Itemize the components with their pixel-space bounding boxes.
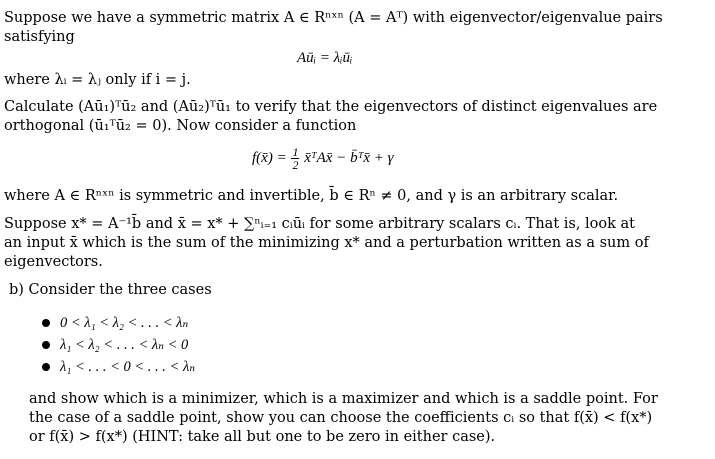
bullet-icon bbox=[42, 319, 50, 327]
intro-line-3: where λᵢ = λⱼ only if i = j. bbox=[4, 72, 191, 88]
case-item-3 bbox=[42, 358, 195, 377]
bullet-icon bbox=[42, 341, 50, 349]
case-text-1: 0 < λ₁ < λ₂ < . . . < λₙ bbox=[60, 315, 189, 331]
calc-line-3: where A ∈ Rⁿˣⁿ is symmetric and invertible, b̄ ∈ Rⁿ ≠ 0, and γ is an arbitrary scalar. bbox=[4, 188, 619, 204]
eigen-equation: Aūᵢ = λᵢūᵢ bbox=[297, 50, 353, 66]
function-equation bbox=[252, 146, 394, 171]
calc-line-1: Calculate (Aū₁)ᵀū₂ and (Aū₂)ᵀū₁ to verify that the eigenvectors of distinct eigenvalues are bbox=[4, 99, 658, 115]
case-item-1 bbox=[42, 314, 188, 333]
part-b-line-3: or f(x̄) > f(x*) (HINT: take all but one to be zero in either case). bbox=[29, 429, 496, 445]
function-rhs: x̄ᵀAx̄ − b̄ᵀx̄ + γ bbox=[304, 149, 394, 166]
case-text-3: λ₁ < . . . < 0 < . . . < λₙ bbox=[60, 359, 196, 375]
suppose-line-1: Suppose x* = A⁻¹b̄ and x̄ = x* + ∑ⁿᵢ₌₁ cᵢūᵢ for some arbitrary scalars cᵢ. That is, look at bbox=[4, 216, 636, 232]
part-b-line-2: the case of a saddle point, show you can choose the coefficients cᵢ so that f(x̄) < f(x*) bbox=[29, 410, 653, 426]
case-text-2: λ₁ < λ₂ < . . . < λₙ < 0 bbox=[60, 337, 189, 353]
intro-line-1: Suppose we have a symmetric matrix A ∈ Rⁿˣⁿ (A = Aᵀ) with eigenvector/eigenvalue pairs bbox=[4, 10, 663, 26]
part-b-line-1: and show which is a minimizer, which is a maximizer and which is a saddle point. For bbox=[29, 391, 658, 407]
fraction-denominator: 2 bbox=[292, 158, 299, 172]
calc-line-2: orthogonal (ū₁ᵀū₂ = 0). Now consider a function bbox=[4, 118, 357, 134]
part-b-heading: b) Consider the three cases bbox=[9, 282, 212, 298]
case-item-2 bbox=[42, 336, 188, 355]
intro-line-2: satisfying bbox=[4, 29, 75, 45]
suppose-line-3: eigenvectors. bbox=[4, 254, 103, 270]
suppose-line-2: an input x̄ which is the sum of the minimizing x* and a perturbation written as a sum of bbox=[4, 235, 649, 251]
fraction-numerator: 1 bbox=[292, 145, 299, 159]
function-lhs: f(x̄) = bbox=[252, 149, 287, 166]
bullet-icon bbox=[42, 363, 50, 371]
half-fraction bbox=[291, 146, 299, 171]
